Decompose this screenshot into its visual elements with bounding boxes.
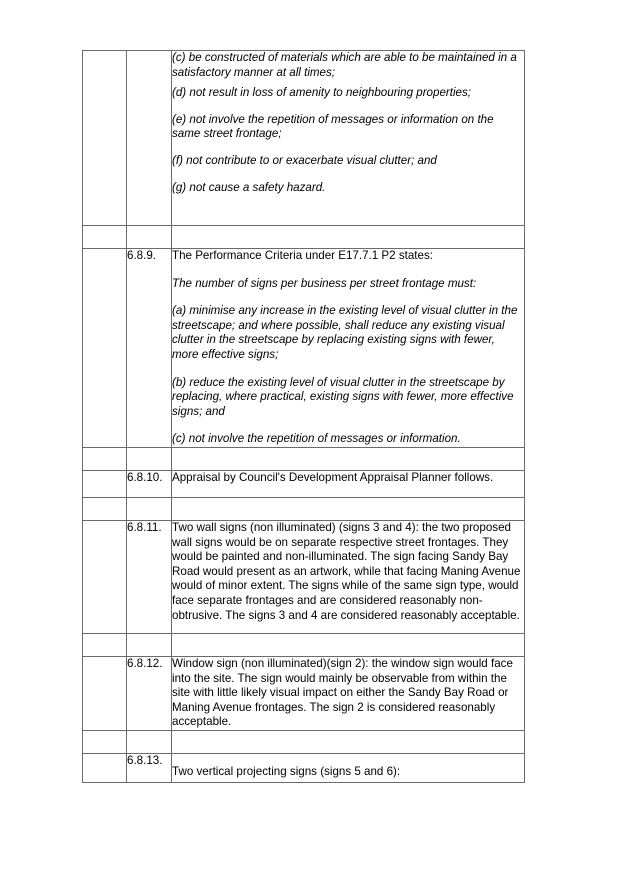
report-table bbox=[82, 50, 525, 783]
paragraph-text bbox=[172, 656, 525, 730]
paragraph-body: Two vertical projecting signs (signs 5 and 6): bbox=[172, 764, 401, 778]
spacer-row bbox=[83, 226, 525, 249]
paragraph-number bbox=[127, 51, 172, 226]
paragraph-text bbox=[172, 753, 525, 782]
criteria-lead: The number of signs per business per street frontage must: bbox=[172, 276, 477, 290]
paragraph-number: 6.8.9. bbox=[127, 249, 172, 448]
table-row bbox=[83, 656, 525, 730]
table-row bbox=[83, 51, 525, 226]
paragraph-number: 6.8.11. bbox=[127, 520, 172, 633]
spacer-row bbox=[83, 447, 525, 470]
spacer-row bbox=[83, 497, 525, 520]
criterion-f: (f) not contribute to or exacerbate visual clutter; and bbox=[172, 153, 437, 167]
blank-cell bbox=[83, 249, 127, 448]
paragraph-text bbox=[172, 520, 525, 633]
criteria-text bbox=[172, 51, 525, 226]
blank-cell bbox=[83, 753, 127, 782]
criterion-c: (c) not involve the repetition of messages or information. bbox=[172, 432, 461, 446]
table-row bbox=[83, 520, 525, 633]
table-row bbox=[83, 470, 525, 497]
criterion-g: (g) not cause a safety hazard. bbox=[172, 180, 326, 194]
criterion-c: (c) be constructed of materials which are able to be maintained in a satisfactory manner at all times; bbox=[172, 51, 517, 79]
table-row bbox=[83, 249, 525, 448]
blank-cell bbox=[83, 51, 127, 226]
criterion-b: (b) reduce the existing level of visual clutter in the streetscape by replacing, where practical, existing signs with fewer, more effective signs; and bbox=[172, 375, 514, 418]
paragraph-number: 6.8.10. bbox=[127, 470, 172, 497]
spacer-row bbox=[83, 730, 525, 753]
paragraph-text bbox=[172, 249, 525, 448]
criterion-e: (e) not involve the repetition of messages or information on the same street frontage; bbox=[172, 112, 494, 141]
paragraph-number: 6.8.13. bbox=[127, 753, 172, 782]
paragraph-body: Two wall signs (non illuminated) (signs 3 and 4): the two proposed wall signs would be on separate respective street frontages. They would be painted and non-illuminated. The sign facing Sandy Bay Road would present as an artwork, while that facing Maning Avenue would of minor extent. The signs while of the same sign type, would face separate frontages and are considered reasonably non-obtrusive. The signs 3 and 4 are considered reasonably acceptable. bbox=[172, 520, 521, 622]
criterion-a: (a) minimise any increase in the existing level of visual clutter in the streetscape; and where possible, shall reduce any existing visual clutter in the streetscape by replacing existing signs with fewer, more effective signs; bbox=[172, 304, 518, 361]
blank-cell bbox=[83, 520, 127, 633]
blank-cell bbox=[83, 656, 127, 730]
paragraph-body: Appraisal by Council's Development Appraisal Planner follows. bbox=[172, 470, 494, 484]
blank-cell bbox=[83, 470, 127, 497]
criterion-d: (d) not result in loss of amenity to neighbouring properties; bbox=[172, 86, 472, 100]
paragraph-number: 6.8.12. bbox=[127, 656, 172, 730]
paragraph-text bbox=[172, 470, 525, 497]
intro-text: The Performance Criteria under E17.7.1 P2 states: bbox=[172, 249, 433, 262]
table-row bbox=[83, 753, 525, 782]
spacer-row bbox=[83, 633, 525, 656]
paragraph-body: Window sign (non illuminated)(sign 2): the window sign would face into the site. The sign would mainly be observable from within the site with little likely visual impact on either the Sandy Bay Road or Maning Avenue frontages. The sign 2 is considered reasonably acceptable. bbox=[172, 656, 513, 729]
